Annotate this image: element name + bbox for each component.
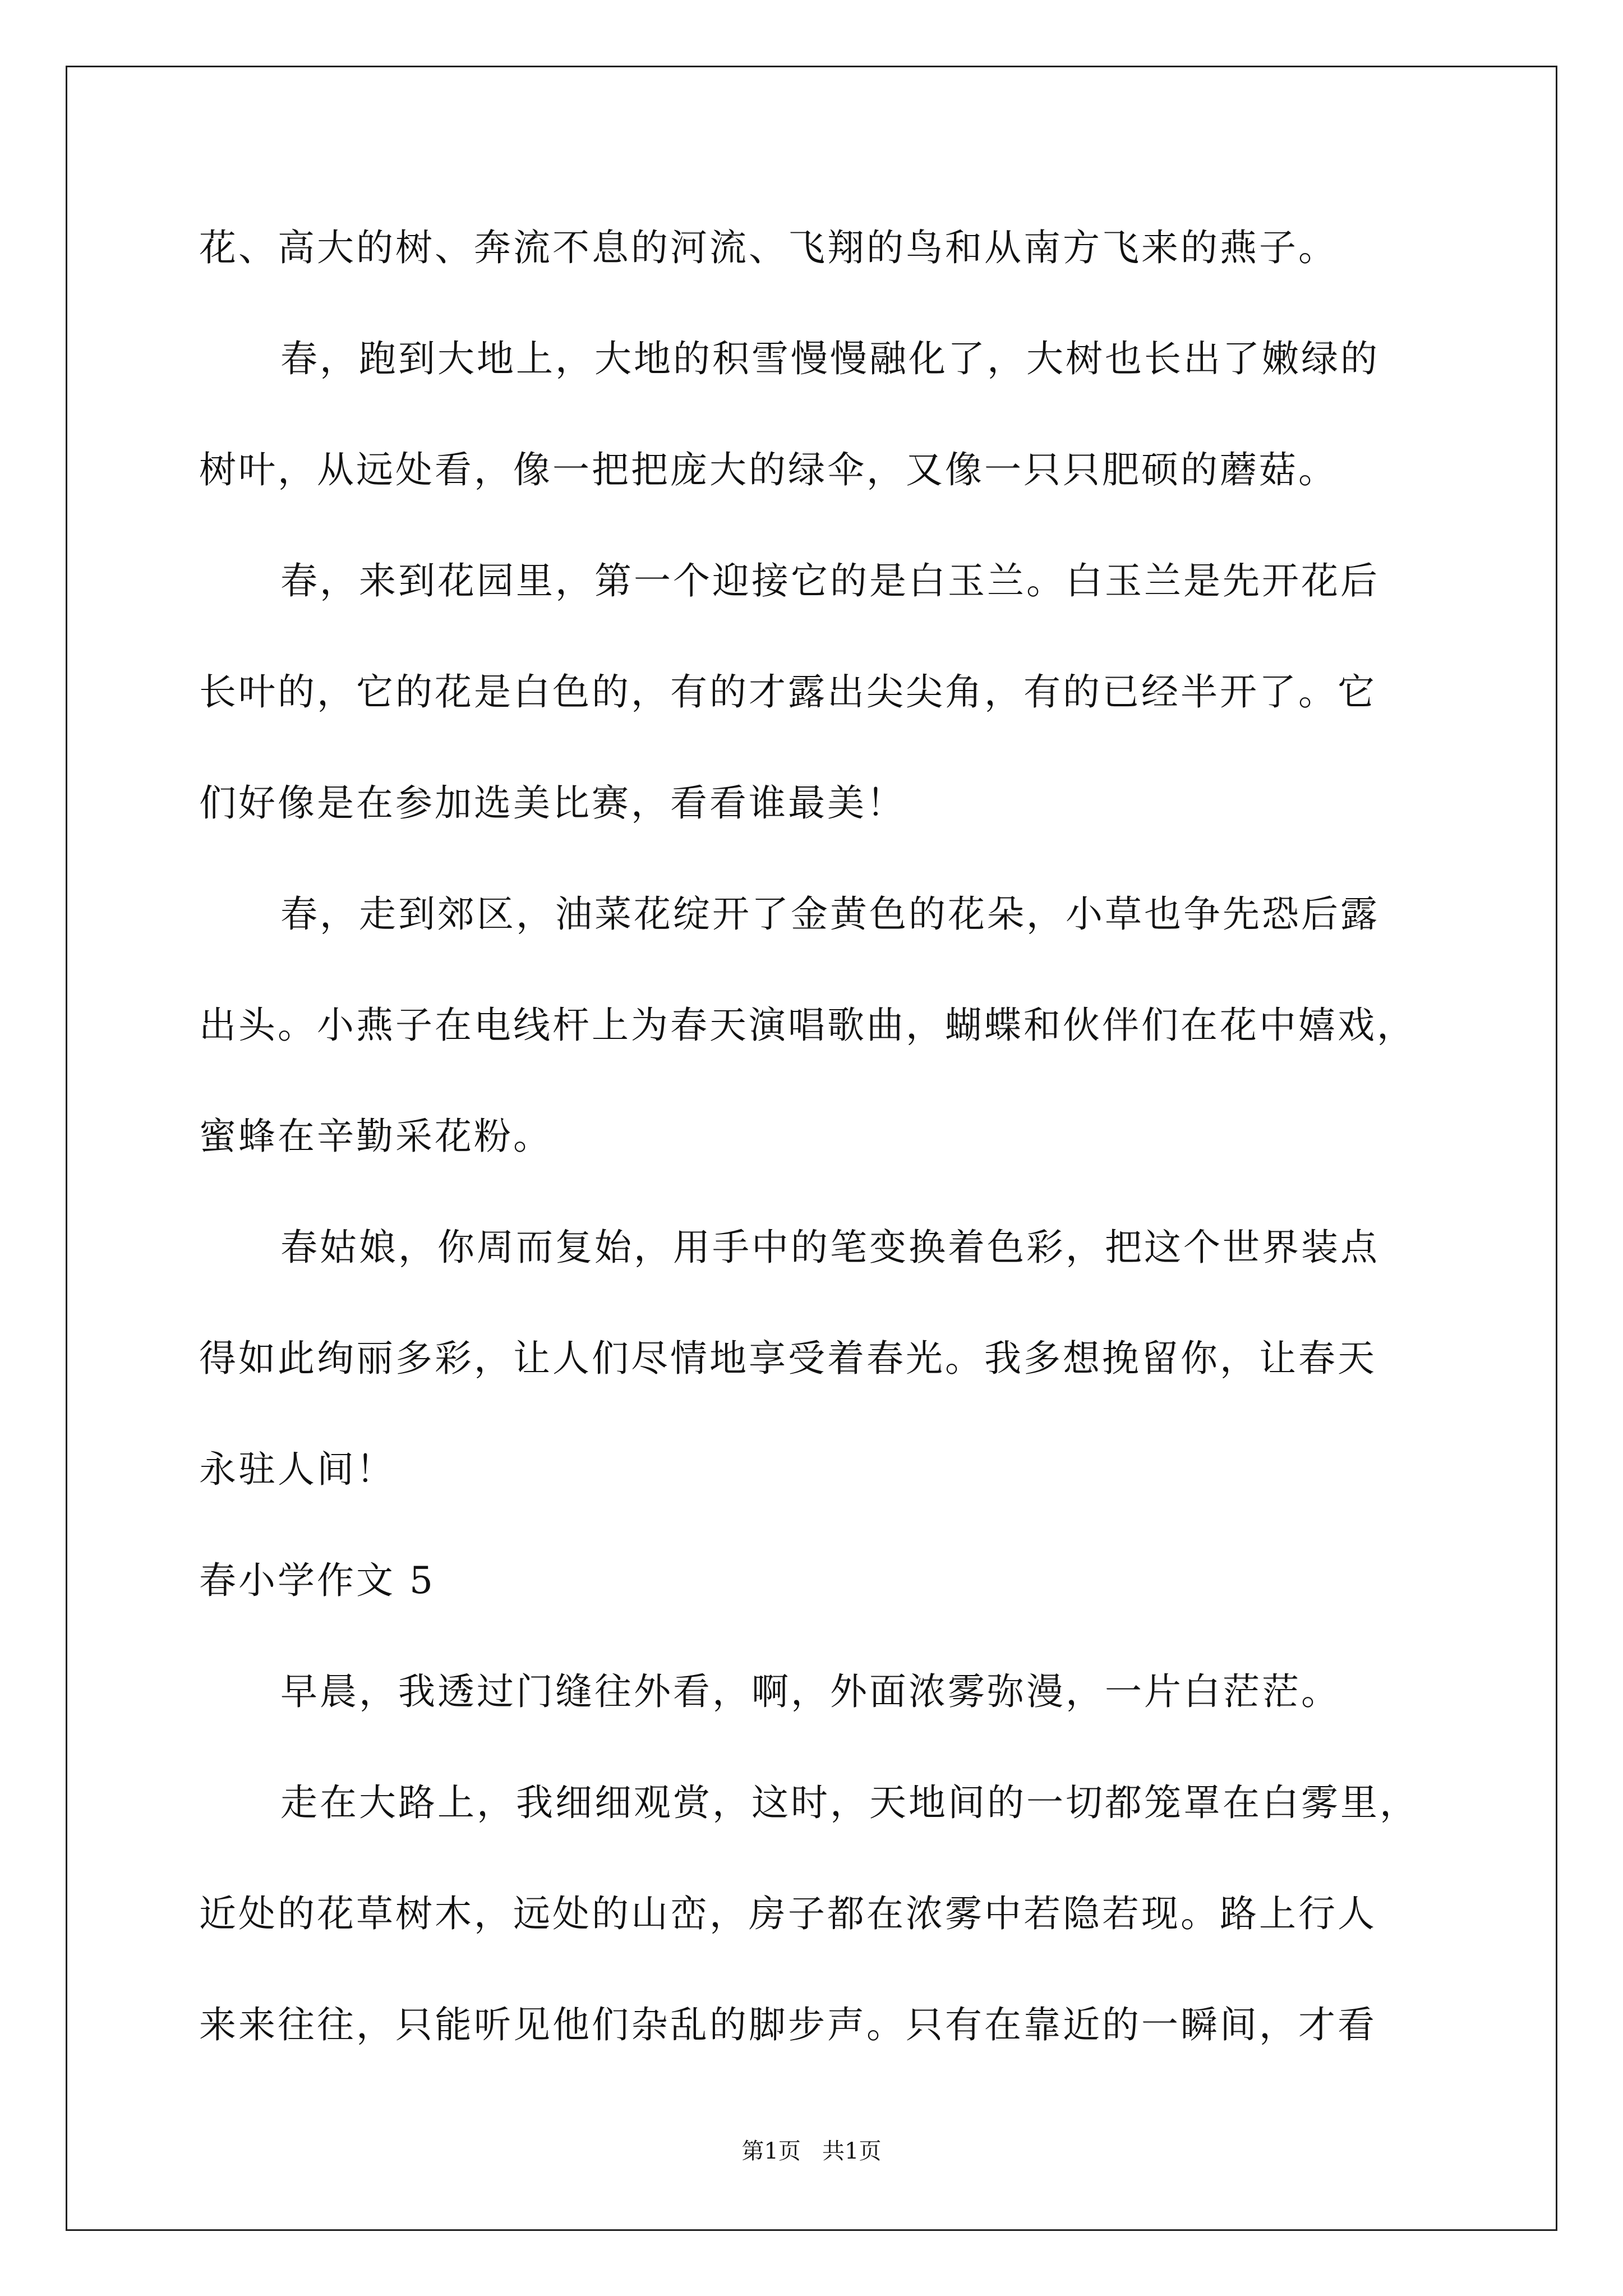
page-footer: 第1页 共1页: [741, 2138, 882, 2164]
text-line: 近处的花草树木，远处的山峦，房子都在浓雾中若隐若现。路上行人: [199, 1892, 1377, 1935]
section-heading: 春小学作文 5: [199, 1559, 435, 1602]
text-line: 永驻人间！: [199, 1448, 395, 1491]
paragraph-start-line: 春，跑到大地上，大地的积雪慢慢融化了，大树也长出了嫩绿的: [280, 337, 1380, 380]
text-line: 得如此绚丽多彩，让人们尽情地享受着春光。我多想挽留你，让春天: [199, 1337, 1377, 1380]
paragraph-start-line: 春姑娘，你周而复始，用手中的笔变换着色彩，把这个世界装点: [280, 1226, 1380, 1269]
text-line: 蜜蜂在辛勤采花粉。: [199, 1115, 552, 1158]
text-line: 们好像是在参加选美比赛，看看谁最美！: [199, 781, 906, 825]
paragraph-start-line: 春，走到郊区，油菜花绽开了金黄色的花朵，小草也争先恐后露: [280, 892, 1380, 936]
text-line: 来来往往，只能听见他们杂乱的脚步声。只有在靠近的一瞬间，才看: [199, 2003, 1377, 2046]
paragraph-start-line: 早晨，我透过门缝往外看，啊，外面浓雾弥漫，一片白茫茫。: [280, 1670, 1340, 1713]
text-line: 树叶，从远处看，像一把把庞大的绿伞，又像一只只肥硕的蘑菇。: [199, 448, 1338, 491]
paragraph-start-line: 走在大路上，我细细观赏，这时，天地间的一切都笼罩在白雾里，: [280, 1781, 1419, 1824]
text-line: 出头。小燕子在电线杆上为春天演唱歌曲，蝴蝶和伙伴们在花中嬉戏，: [199, 1004, 1416, 1047]
text-line: 花、高大的树、奔流不息的河流、飞翔的鸟和从南方飞来的燕子。: [199, 226, 1338, 269]
text-line: 长叶的，它的花是白色的，有的才露出尖尖角，有的已经半开了。它: [199, 670, 1377, 714]
paragraph-start-line: 春，来到花园里，第一个迎接它的是白玉兰。白玉兰是先开花后: [280, 559, 1380, 602]
